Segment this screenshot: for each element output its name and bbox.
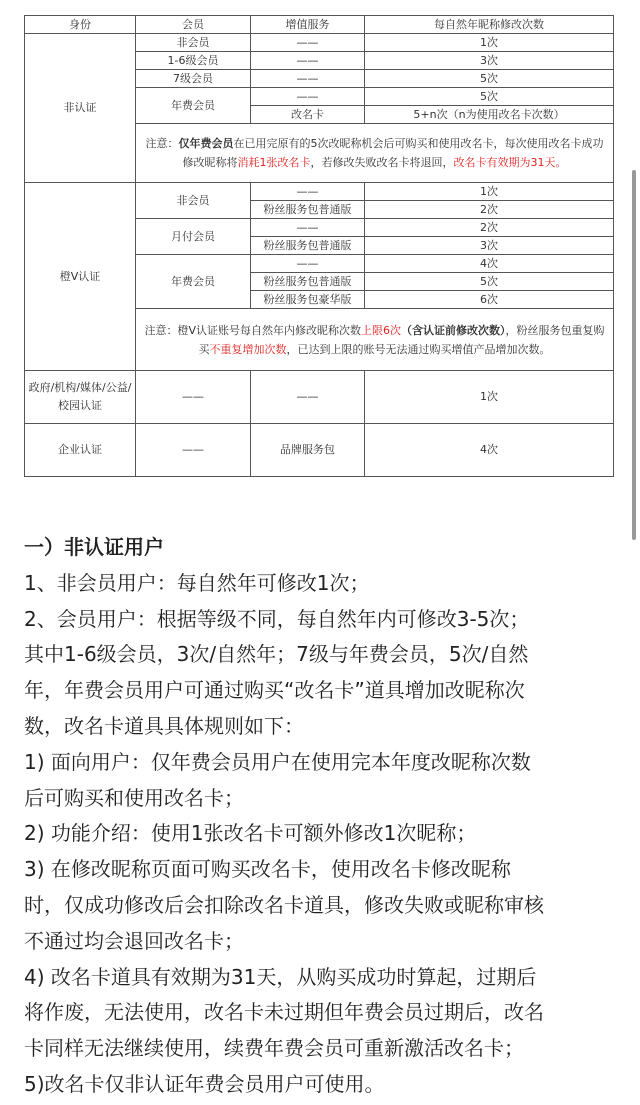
paragraph-line: 3) 在修改昵称页面可购买改名卡，使用改名卡修改昵称 bbox=[24, 857, 511, 882]
member-cell: —— bbox=[136, 424, 251, 477]
note-text: 在已用完原有的5次改昵称机会后可购买和使用改名卡，每次使用改名卡成功修改昵称将 bbox=[182, 137, 604, 169]
service-cell: 粉丝服务包普通版 bbox=[251, 273, 365, 291]
count-cell: 1次 bbox=[365, 183, 614, 201]
count-cell: 3次 bbox=[365, 237, 614, 255]
service-cell: —— bbox=[251, 371, 365, 424]
paragraph-line: 2、会员用户：根据等级不同，每自然年内可修改3-5次； bbox=[24, 606, 530, 631]
note-bold: 仅年费会员 bbox=[178, 137, 234, 150]
table-header bbox=[25, 16, 614, 34]
count-cell: 5+n次（n为使用改名卡次数） bbox=[365, 106, 614, 124]
member-cell: 年费会员 bbox=[136, 255, 251, 309]
service-cell: —— bbox=[251, 52, 365, 70]
paragraph-line: 不通过均会退回改名卡； bbox=[24, 928, 244, 953]
identity-cell: 非认证 bbox=[25, 34, 136, 183]
note-red: 不重复增加次数 bbox=[209, 342, 287, 356]
note-text: ，已达到上限的账号无法通过购买增值产品增加次数。 bbox=[286, 342, 551, 356]
count-cell: 1次 bbox=[365, 34, 614, 52]
article-body bbox=[24, 530, 629, 1103]
service-cell: —— bbox=[251, 183, 365, 201]
count-cell: 5次 bbox=[365, 70, 614, 88]
member-cell: 月付会员 bbox=[136, 219, 251, 255]
paragraph-line: 后可购买和使用改名卡； bbox=[24, 785, 244, 810]
service-cell: 粉丝服务包豪华版 bbox=[251, 291, 365, 309]
service-cell: 改名卡 bbox=[251, 106, 365, 124]
paragraph-line: 将作废，无法使用，改名卡未过期但年费会员过期后，改名 bbox=[24, 1000, 544, 1025]
count-cell: 1次 bbox=[365, 371, 614, 424]
paragraph-line: 2) 功能介绍：使用1张改名卡可额外修改1次昵称； bbox=[24, 821, 477, 846]
table-row bbox=[25, 424, 614, 477]
paragraph-line: 卡同样无法继续使用，续费年费会员可重新激活改名卡； bbox=[24, 1036, 524, 1061]
count-cell: 3次 bbox=[365, 52, 614, 70]
paragraph-line: 年，年费会员用户可通过购买“改名卡”道具增加改昵称次 bbox=[24, 678, 525, 703]
note-text: ，粉丝服务包重复购买 bbox=[198, 323, 605, 356]
paragraph-line: 其中1-6级会员，3次/自然年；7级与年费会员，5次/自然 bbox=[24, 642, 529, 667]
member-cell: 1-6级会员 bbox=[136, 52, 251, 70]
note-text: 注意： bbox=[145, 137, 179, 150]
header-cell: 每自然年昵称修改次数 bbox=[365, 16, 614, 34]
note-red: 改名卡有效期为31天。 bbox=[453, 156, 567, 169]
count-cell: 2次 bbox=[365, 201, 614, 219]
paragraph-line: 5)改名卡仅非认证年费会员用户可使用。 bbox=[24, 1071, 385, 1096]
note-text: ，若修改失败改名卡将退回， bbox=[310, 156, 454, 169]
identity-cell: 橙V认证 bbox=[25, 183, 136, 371]
header-cell: 会员 bbox=[136, 16, 251, 34]
service-cell: 品牌服务包 bbox=[251, 424, 365, 477]
scrollbar[interactable] bbox=[632, 170, 636, 540]
service-cell: —— bbox=[251, 34, 365, 52]
member-cell: 非会员 bbox=[136, 183, 251, 219]
service-cell: —— bbox=[251, 219, 365, 237]
member-cell: 非会员 bbox=[136, 34, 251, 52]
section-heading: 一）非认证用户 bbox=[24, 535, 164, 559]
count-cell: 4次 bbox=[365, 255, 614, 273]
table-row bbox=[25, 34, 614, 52]
note-cell bbox=[136, 309, 614, 371]
service-cell: —— bbox=[251, 255, 365, 273]
note-red: 上限6次 bbox=[361, 323, 402, 337]
note-cell bbox=[136, 124, 614, 183]
service-cell: —— bbox=[251, 88, 365, 106]
count-cell: 2次 bbox=[365, 219, 614, 237]
member-cell: 年费会员 bbox=[136, 88, 251, 124]
header-cell: 身份 bbox=[25, 16, 136, 34]
note-text: 注意：橙V认证账号每自然年内修改昵称次数 bbox=[144, 323, 362, 337]
note-bold: （含认证前修改次数） bbox=[401, 323, 506, 337]
count-cell: 6次 bbox=[365, 291, 614, 309]
paragraph-line: 4) 改名卡道具有效期为31天，从购买成功时算起，过期后 bbox=[24, 964, 537, 989]
table-row bbox=[25, 371, 614, 424]
nickname-rules-table bbox=[24, 15, 614, 477]
count-cell: 4次 bbox=[365, 424, 614, 477]
service-cell: —— bbox=[251, 70, 365, 88]
note-red: 消耗1张改名卡 bbox=[237, 156, 311, 169]
paragraph-line: 数，改名卡道具具体规则如下： bbox=[24, 713, 304, 738]
identity-cell: 企业认证 bbox=[25, 424, 136, 477]
paragraph-line: 1、非会员用户：每自然年可修改1次； bbox=[24, 570, 370, 595]
member-cell: 7级会员 bbox=[136, 70, 251, 88]
count-cell: 5次 bbox=[365, 88, 614, 106]
paragraph-line: 1) 面向用户：仅年费会员用户在使用完本年度改昵称次数 bbox=[24, 749, 531, 774]
service-cell: 粉丝服务包普通版 bbox=[251, 201, 365, 219]
service-cell: 粉丝服务包普通版 bbox=[251, 237, 365, 255]
count-cell: 5次 bbox=[365, 273, 614, 291]
identity-cell: 政府/机构/媒体/公益/校园认证 bbox=[25, 371, 136, 424]
table-row bbox=[25, 183, 614, 201]
member-cell: —— bbox=[136, 371, 251, 424]
header-cell: 增值服务 bbox=[251, 16, 365, 34]
paragraph-line: 时，仅成功修改后会扣除改名卡道具，修改失败或昵称审核 bbox=[24, 892, 544, 917]
